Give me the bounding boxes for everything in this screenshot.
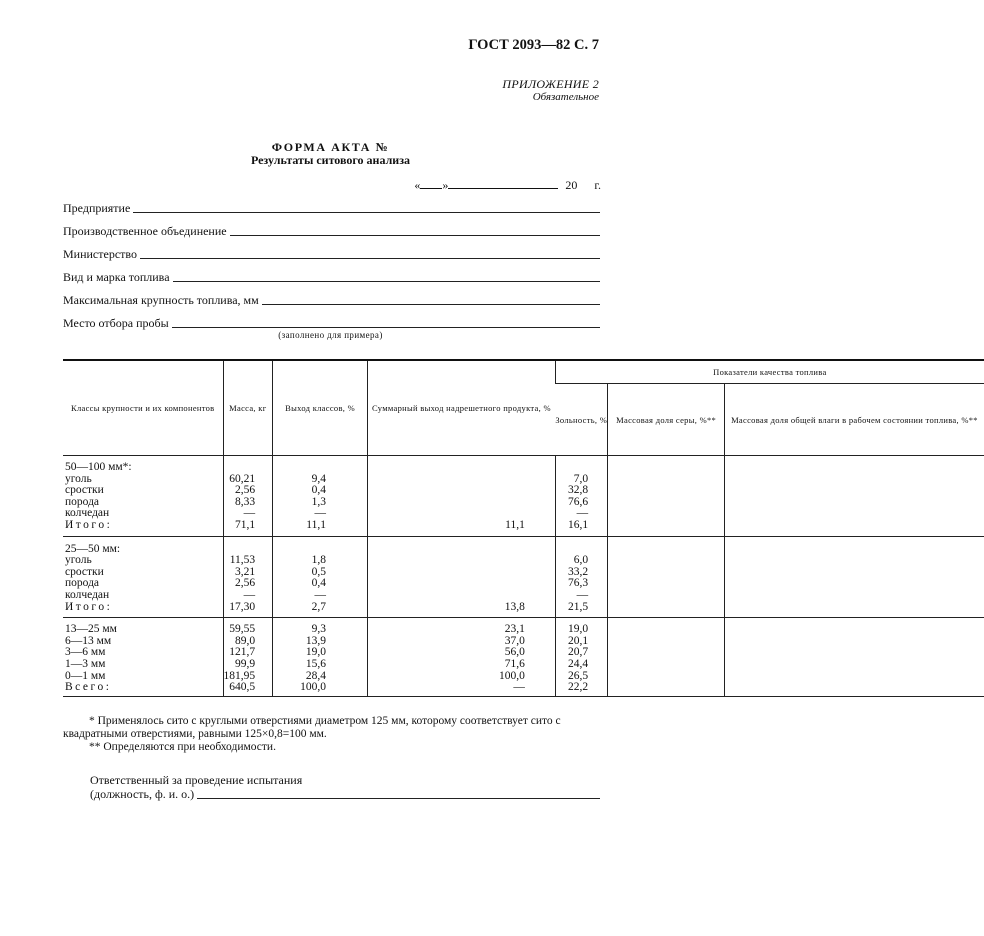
- cell-line: 13,8: [504, 600, 525, 613]
- cumulative-cell: [368, 618, 556, 697]
- cell-line: —: [576, 507, 589, 520]
- cell-line: 16,1: [568, 518, 589, 531]
- col-header-sulfur: Массовая доля серы, %**: [608, 384, 725, 456]
- cell-line: 7,0: [573, 472, 589, 485]
- cell-line: 50—100 мм*:: [65, 461, 132, 473]
- sulfur-cell: [608, 456, 725, 537]
- cell-line: 121,7: [229, 646, 256, 659]
- cell-line: 22,2: [568, 681, 589, 694]
- cell-line: [368, 474, 525, 486]
- cell-line: 11,1: [505, 518, 525, 531]
- ash-cell: [555, 618, 607, 697]
- cell-line: 26,5: [568, 669, 589, 682]
- field-blank[interactable]: [230, 235, 600, 236]
- page-header: ГОСТ 2093—82 С. 7: [468, 37, 599, 53]
- cell-line: 8,33: [235, 495, 256, 508]
- col-header-mass: Масса, кг: [223, 360, 273, 456]
- cell-line: 11,1: [306, 518, 326, 531]
- cell-line: 2,56: [235, 484, 256, 497]
- field-blank[interactable]: [173, 281, 600, 282]
- field-blank[interactable]: [140, 258, 600, 259]
- cell-line: 3,21: [235, 565, 256, 578]
- field-label: Министерство: [63, 247, 137, 261]
- mass-cell: [223, 618, 273, 697]
- cell-line: [368, 462, 525, 474]
- mass-cell: [223, 456, 273, 537]
- cell-line: 28,4: [305, 669, 326, 682]
- sulfur-cell: [608, 618, 725, 697]
- cell-line: 24,4: [568, 657, 589, 670]
- cell-line: 19,0: [568, 623, 589, 636]
- cell-line: 37,0: [504, 634, 525, 647]
- cell-line: [368, 485, 525, 497]
- cell-line: 9,3: [311, 623, 326, 636]
- field-association: [63, 224, 600, 239]
- field-ministry: [63, 247, 600, 262]
- cell-line: [368, 590, 525, 602]
- cell-line: [224, 462, 256, 474]
- appendix-label: ПРИЛОЖЕНИЕ 2: [502, 77, 599, 91]
- year-suffix: г.: [594, 178, 601, 192]
- col-header-classes: Классы крупности и их компонентов: [63, 360, 223, 456]
- cell-line: 6,0: [573, 554, 589, 567]
- cell-line: 71,6: [504, 657, 525, 670]
- cell-line: [368, 508, 525, 520]
- cell-line: 15,6: [305, 657, 326, 670]
- yield-cell: [273, 536, 368, 618]
- cell-line: —: [243, 588, 256, 601]
- cell-line: 76,6: [568, 495, 589, 508]
- field-blank[interactable]: [262, 304, 600, 305]
- cell-line: —: [576, 588, 589, 601]
- cell-line: [368, 578, 525, 590]
- cell-line: уголь: [65, 554, 92, 567]
- class-cell: [63, 536, 223, 618]
- cell-line: 21,5: [568, 600, 589, 613]
- cumulative-cell: [368, 536, 556, 618]
- col-header-quality-group: Показатели качества топлива: [555, 360, 984, 384]
- cell-line: Итого:: [65, 518, 113, 531]
- cell-line: 0,5: [311, 565, 326, 578]
- table-section: [63, 456, 984, 537]
- field-blank[interactable]: [172, 327, 600, 328]
- date-open-quote: «: [414, 178, 421, 192]
- cell-line: [368, 567, 525, 579]
- cell-line: —: [314, 507, 326, 520]
- cell-line: Итого:: [65, 600, 113, 613]
- cell-line: [368, 497, 525, 509]
- cell-line: 33,2: [568, 565, 589, 578]
- cell-line: 13,9: [305, 634, 326, 647]
- cell-line: 2,7: [311, 600, 326, 613]
- cell-line: 3—6 мм: [65, 646, 106, 659]
- footnote-1: * Применялось сито с круглыми отверстиями диаметром 125 мм, которому соответствует сито с квадратными отверстиями, равными 125×0,8=100 мм.: [63, 715, 561, 740]
- cell-line: 0,4: [311, 484, 326, 497]
- cell-line: 0,4: [311, 577, 326, 590]
- cell-line: —: [243, 507, 256, 520]
- responsible-position-label: (должность, ф. и. о.): [90, 787, 195, 801]
- cell-line: 56,0: [504, 646, 525, 659]
- cell-line: колчедан: [65, 588, 110, 601]
- cell-line: сростки: [65, 565, 104, 578]
- cell-line: [556, 462, 588, 474]
- field-max-size: [63, 293, 600, 308]
- cell-line: 20,1: [568, 634, 589, 647]
- fill-note: (заполнено для примера): [278, 330, 383, 340]
- field-label: Производственное объединение: [63, 224, 227, 238]
- mass-cell: [223, 536, 273, 618]
- responsible-position: [90, 787, 600, 802]
- cell-line: 100,0: [498, 669, 525, 682]
- col-header-moisture: Массовая доля общей влаги в рабочем состоянии топлива, %**: [725, 384, 984, 456]
- day-blank[interactable]: [420, 178, 442, 189]
- month-blank[interactable]: [448, 178, 558, 189]
- field-label: Место отбора пробы: [63, 316, 169, 330]
- date-close-quote: »: [442, 178, 449, 192]
- responsible-label: Ответственный за проведение испытания: [90, 773, 303, 787]
- cell-line: 100,0: [300, 681, 326, 694]
- cell-line: сростки: [65, 484, 104, 497]
- cell-line: 640,5: [229, 681, 256, 694]
- col-header-yield: Выход классов, %: [273, 360, 368, 456]
- table-body: [63, 456, 984, 697]
- table-section: [63, 536, 984, 618]
- cell-line: 25—50 мм:: [65, 542, 121, 555]
- cell-line: 1,8: [311, 554, 326, 567]
- cell-line: 13—25 мм: [65, 623, 117, 636]
- cell-line: 32,8: [568, 484, 589, 497]
- cell-line: уголь: [65, 472, 92, 485]
- cell-line: порода: [65, 577, 100, 590]
- cell-line: 181,95: [223, 669, 256, 682]
- cell-line: 17,30: [229, 600, 256, 613]
- col-header-cumulative: Суммарный выход надрешетного продукта, %: [368, 360, 556, 456]
- yield-cell: [273, 618, 368, 697]
- table-section: [63, 618, 984, 697]
- field-enterprise: [63, 201, 600, 216]
- cell-line: 99,9: [235, 657, 256, 670]
- sulfur-cell: [608, 536, 725, 618]
- cell-line: 20,7: [568, 646, 589, 659]
- field-label: Предприятие: [63, 201, 131, 215]
- cell-line: 6—13 мм: [65, 634, 112, 647]
- cell-line: —: [513, 681, 525, 694]
- cell-line: 59,55: [229, 623, 256, 636]
- cell-line: 2,56: [235, 577, 256, 590]
- cell-line: 11,53: [229, 554, 256, 567]
- footnote-2: ** Определяются при необходимости.: [89, 741, 276, 753]
- form-title: ФОРМА АКТА №: [271, 140, 390, 154]
- cell-line: [273, 462, 326, 474]
- field-blank[interactable]: [133, 212, 600, 213]
- cell-line: —: [314, 588, 326, 601]
- cell-line: [368, 555, 525, 567]
- cell-line: Всего:: [65, 681, 112, 694]
- col-header-ash: Зольность, %: [555, 384, 607, 456]
- field-sampling-place: [63, 316, 600, 331]
- moisture-cell: [725, 618, 984, 697]
- responsible-blank[interactable]: [197, 798, 600, 799]
- cumulative-cell: [368, 456, 556, 537]
- field-label: Максимальная крупность топлива, мм: [63, 293, 259, 307]
- yield-cell: [273, 456, 368, 537]
- cell-line: порода: [65, 495, 100, 508]
- form-subtitle: Результаты ситового анализа: [250, 153, 411, 167]
- cell-line: колчедан: [65, 507, 110, 520]
- appendix-note: Обязательное: [532, 91, 599, 103]
- cell-line: 76,3: [568, 577, 589, 590]
- cell-line: 23,1: [504, 623, 525, 636]
- year-prefix: 20: [565, 178, 578, 192]
- cell-line: 89,0: [235, 634, 256, 647]
- moisture-cell: [725, 456, 984, 537]
- sieve-table: [63, 359, 978, 697]
- cell-line: 0—1 мм: [65, 669, 106, 682]
- cell-line: 60,21: [229, 472, 256, 485]
- cell-line: 19,0: [305, 646, 326, 659]
- cell-line: 1—3 мм: [65, 657, 106, 670]
- cell-line: 71,1: [235, 518, 256, 531]
- cell-line: 1,3: [311, 495, 326, 508]
- ash-cell: [555, 536, 607, 618]
- ash-cell: [555, 456, 607, 537]
- field-fuel-type: [63, 270, 600, 285]
- moisture-cell: [725, 536, 984, 618]
- cell-line: 9,4: [311, 472, 326, 485]
- field-label: Вид и марка топлива: [63, 270, 170, 284]
- cell-line: [368, 544, 525, 556]
- date-line: [414, 178, 601, 193]
- class-cell: [63, 456, 223, 537]
- class-cell: [63, 618, 223, 697]
